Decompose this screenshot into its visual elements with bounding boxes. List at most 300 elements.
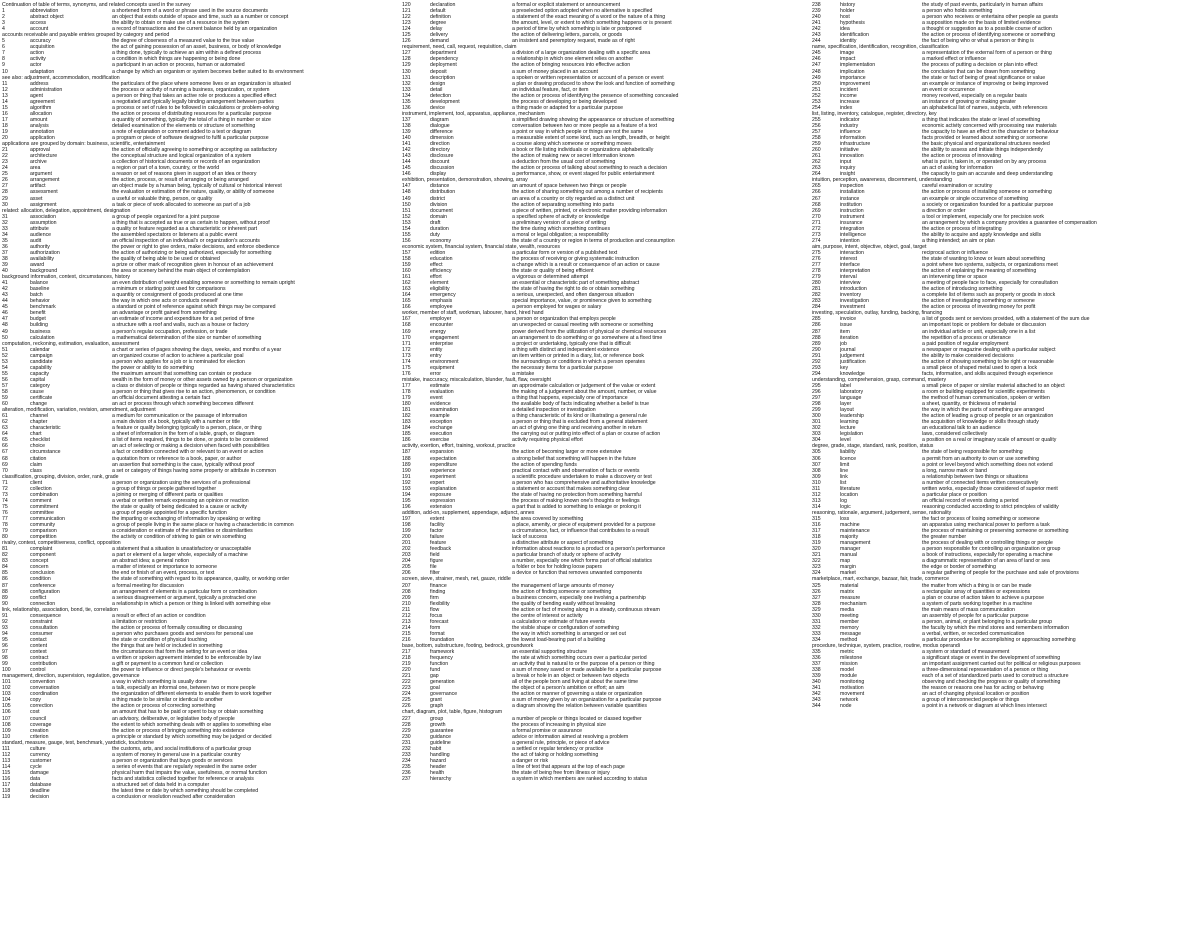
entry-term: comment (30, 497, 52, 504)
entry-description: a marked effect or influence (922, 56, 986, 63)
entry-term: currency (30, 751, 50, 758)
entry-term: discussion (430, 165, 455, 172)
entry-term: fund (430, 667, 441, 674)
entry-number: 274 (812, 237, 821, 244)
entry-number: 201 (402, 540, 411, 547)
entry-number: 206 (402, 570, 411, 577)
entry-description: a relationship between two things or situations (922, 473, 1029, 480)
entry-description: standard, measure, gauge, test, benchmark, yardstick, touchstone (2, 739, 154, 746)
entry-term: detection (430, 92, 452, 99)
entry-number: 107 (2, 715, 11, 722)
entry-term: contract (30, 655, 49, 662)
entry-number: 98 (2, 655, 8, 662)
entry-term: customer (30, 757, 52, 764)
entry-number: 3 (2, 20, 5, 27)
entry-number: 95 (2, 636, 8, 643)
entry-description: a group of interconnected people or things (922, 697, 1020, 704)
entry-description: the action of leading a group of people or an organization (922, 413, 1054, 420)
entry-description: a course along which someone or something moves (512, 141, 632, 148)
entry-number: 114 (2, 763, 11, 770)
entry-term: industry (840, 122, 859, 129)
entry-term: holder (840, 8, 855, 15)
entry-number: 113 (2, 757, 11, 764)
entry-number: 214 (402, 624, 411, 631)
entry-description: a calculation or estimate of future events (512, 618, 606, 625)
entry-number: 116 (2, 776, 11, 782)
entry-description: an amount that has to be paid or spent to buy or obtain something (112, 709, 264, 716)
entry-description: economic system, financial system, financial state, wealth, resources (402, 243, 560, 250)
entry-number: 308 (812, 467, 821, 474)
entry-number: 152 (402, 213, 411, 220)
entry-number: 184 (402, 425, 411, 432)
entry-description: a performance, show, or event staged for public entertainment (512, 171, 655, 178)
entry-description: marketplace, mart, exchange, bazaar, fair, trade, commerce (812, 576, 949, 583)
entry-term: grant (430, 697, 442, 704)
entry-term: limit (840, 461, 850, 468)
entry-number: 273 (812, 231, 821, 238)
column-right (812, 2, 1198, 924)
entry-term: image (840, 50, 855, 57)
entry-number: 183 (402, 419, 411, 426)
entry-description: background information, context, circumstances, history (2, 274, 131, 281)
entry-term: integration (840, 225, 865, 232)
entry-description: the action of becoming larger or more extensive (512, 449, 622, 456)
entry-term: installation (840, 189, 865, 196)
entry-description: the action, process, or result of arranging or being arranged (112, 177, 249, 184)
index-entry (402, 776, 800, 782)
entry-number: 240 (812, 14, 821, 21)
entry-number: 255 (812, 116, 821, 123)
entry-description: exhibition, presentation, demonstration, showing, array (402, 177, 528, 184)
entry-number: 260 (812, 147, 821, 154)
entry-description: worker, member of staff, workman, labourer, hand, hired hand (402, 310, 544, 317)
entry-term: list (840, 479, 847, 486)
index-entry (2, 794, 390, 800)
entry-number: 286 (812, 322, 821, 329)
entry-term: filter (430, 570, 440, 577)
entry-description: a vigorous or determined attempt (512, 274, 589, 281)
entry-description: the action or process of distributing resources for a particular purpose (112, 110, 272, 117)
entry-term: health (430, 769, 445, 776)
entry-term: error (430, 370, 441, 377)
entry-number: 309 (812, 473, 821, 480)
entry-number: 235 (402, 763, 411, 770)
entry-number: 150 (402, 201, 411, 208)
entry-description: a list of goods sent or services provided, with a statement of the sum due (922, 316, 1090, 323)
entry-number: 291 (812, 352, 821, 359)
entry-description: a reason or set of reasons given in support of an idea or theory (112, 171, 257, 178)
entry-term: efficiency (430, 268, 452, 275)
entry-number: 204 (402, 558, 411, 565)
entry-term: machine (840, 522, 860, 529)
entry-term: analysis (30, 122, 49, 129)
entry-number: 246 (812, 56, 821, 63)
entry-description: activity requiring physical effort (512, 437, 583, 444)
entry-number: 289 (812, 340, 821, 347)
entry-number: 248 (812, 68, 821, 75)
entry-description: an important assignment carried out for political or religious purposes (922, 661, 1081, 668)
entry-number: 329 (812, 606, 821, 613)
entry-term: invoice (840, 316, 857, 323)
entry-number: 33 (2, 225, 8, 232)
entry-number: 124 (402, 26, 411, 33)
entry-number: 200 (402, 534, 411, 541)
entry-term: innovation (840, 153, 864, 160)
entry-number: 138 (402, 122, 411, 129)
entry-number: 20 (2, 135, 8, 142)
entry-term: hypothesis (840, 20, 865, 27)
entry-description: a point in a network or diagram at which lines intersect (922, 703, 1047, 710)
entry-description: a quotation from or reference to a book, paper, or author (112, 455, 242, 462)
entry-description: the process or activity of running a business, organization, or system (112, 86, 270, 93)
entry-number: 233 (402, 751, 411, 758)
entry-description: the repetition of a process or utterance (922, 334, 1011, 341)
entry-term: demand (430, 38, 449, 45)
entry-description: a process or set of rules to be followed in calculations or problem-solving (112, 104, 279, 111)
entry-description: the ability to assess and initiate things independently (922, 147, 1043, 154)
entry-term: detail (430, 86, 443, 93)
entry-term: extension (430, 503, 453, 510)
entry-term: majority (840, 534, 859, 541)
entry-number: 51 (2, 346, 8, 353)
entry-number: 32 (2, 219, 8, 226)
entry-number: 144 (402, 159, 411, 166)
entry-number: 111 (2, 745, 10, 752)
entry-description: the process of dealing with or controlling things or people (922, 540, 1053, 547)
entry-term: entry (430, 352, 442, 359)
entry-description: the capacity to gain an accurate and deep understanding (922, 171, 1053, 178)
entry-number: 338 (812, 667, 821, 674)
entry-number: 88 (2, 588, 8, 595)
entry-term: complaint (30, 546, 53, 553)
entry-term: module (840, 673, 858, 680)
entry-number: 39 (2, 262, 8, 269)
entry-number: 41 (2, 280, 8, 287)
entry-number: 46 (2, 310, 8, 317)
entry-term: format (430, 630, 445, 637)
entry-description: an estimate of income and expenditure for a set period of time (112, 316, 255, 323)
entry-term: annotation (30, 128, 55, 135)
entry-description: an essential supporting structure (512, 649, 587, 656)
entry-number: 148 (402, 189, 411, 196)
entry-number: 18 (2, 122, 8, 129)
entry-number: 118 (2, 788, 11, 795)
entry-description: a talk, especially an informal one, between two or more people (112, 685, 256, 692)
entry-description: the basic physical and organizational structures needed (922, 141, 1050, 148)
entry-description: an act of selecting or making a decision when faced with possibilities (112, 443, 270, 450)
entry-number: 161 (402, 274, 411, 281)
entry-term: audit (30, 237, 42, 244)
entry-description: the action or manner of governing a state or organization (512, 691, 643, 698)
entry-term: checklist (30, 437, 50, 444)
entry-term: competition (30, 534, 57, 541)
entry-description: an unexpected or casual meeting with someone or something (512, 322, 654, 329)
entry-term: chapter (30, 419, 48, 426)
entry-term: governance (430, 691, 458, 698)
entry-number: 342 (812, 691, 821, 698)
entry-number: 224 (402, 691, 411, 698)
entry-term: document (430, 207, 453, 214)
entry-term: cost (30, 709, 40, 716)
entry-number: 262 (812, 159, 821, 166)
entry-number: 242 (812, 26, 821, 33)
entry-description: a list of items required, things to be done, or points to be considered (112, 437, 269, 444)
entry-description: a book or file listing individuals or organizations alphabetically (512, 147, 654, 154)
entry-description: a minimum or starting point used for comparisons (112, 286, 226, 293)
entry-term: gap (430, 673, 439, 680)
entry-description: an important topic or problem for debate or discussion (922, 322, 1046, 329)
entry-term: cycle (30, 763, 42, 770)
entry-term: frequency (430, 655, 453, 662)
entry-number: 84 (2, 564, 8, 571)
entry-number: 70 (2, 467, 8, 474)
entry-description: a group of people living in the same place or having a characteristic in common (112, 522, 294, 529)
entry-number: 198 (402, 522, 411, 529)
entry-description: a quantity or consignment of goods produced at one time (112, 292, 243, 299)
entry-number: 257 (812, 128, 821, 135)
entry-number: 316 (812, 522, 821, 529)
entry-term: damage (30, 769, 49, 776)
entry-number: 54 (2, 364, 8, 371)
entry-description: an individual article or unit, especially one in a list (922, 328, 1036, 335)
entry-number: 234 (402, 757, 411, 764)
entry-number: 212 (402, 612, 411, 619)
entry-term: learning (840, 419, 859, 426)
entry-term: margin (840, 564, 856, 571)
entry-number: 80 (2, 534, 8, 541)
entry-description: the lowest load-bearing part of a building (512, 636, 606, 643)
entry-number: 186 (402, 437, 411, 444)
entry-description: the action or fact of moving along in a steady, continuous stream (512, 606, 660, 613)
entry-number: 24 (2, 165, 8, 172)
entry-number: 252 (812, 92, 821, 99)
entry-number: 82 (2, 552, 8, 559)
entry-term: interview (840, 280, 861, 287)
entry-description: an arrangement of elements in a particular form or combination (112, 588, 257, 595)
entry-description: physical harm that impairs the value, usefulness, or normal function (112, 769, 267, 776)
entry-number: 40 (2, 268, 8, 275)
entry-description: list, listing, inventory, catalogue, register, directory, key (812, 110, 937, 117)
entry-number: 236 (402, 769, 411, 776)
entry-description: a period of time by which something is late or postponed (512, 26, 642, 33)
entry-description: a number of people or things located or classed together (512, 715, 642, 722)
entry-number: 105 (2, 703, 11, 710)
entry-description: procedure, technique, system, practice, routine, modus operandi (812, 642, 960, 649)
entry-description: a thing made to be similar or identical to another (112, 697, 223, 704)
entry-description: observing and checking the progress or quality of something (922, 679, 1061, 686)
entry-description: a detailed inspection or investigation (512, 407, 596, 414)
entry-term: event (430, 395, 443, 402)
entry-description: a book of instructions, especially for operating a machine (922, 552, 1053, 559)
entry-number: 145 (402, 165, 411, 172)
entry-term: node (840, 703, 852, 710)
entry-description: a measurable extent of some kind, such as length, breadth, or height (512, 135, 670, 142)
entry-term: improvement (840, 80, 870, 87)
entry-description: management, direction, supervision, regulation, governance (2, 673, 140, 680)
entry-term: member (840, 618, 860, 625)
entry-term: duration (430, 225, 449, 232)
entry-description: conversation between two or more people as a feature of a text (512, 122, 658, 129)
entry-term: consultation (30, 624, 58, 631)
entry-term: discount (430, 159, 450, 166)
entry-description: a plan or course of action taken to achieve a purpose (922, 594, 1044, 601)
entry-number: 77 (2, 515, 8, 522)
entry-number: 218 (402, 655, 411, 662)
entry-description: the state or quality of being dedicated to a cause or activity (112, 503, 247, 510)
entry-description: a region or part of a town, country, or the world (112, 165, 220, 172)
entry-term: key (840, 364, 849, 371)
entry-term: cause (30, 389, 44, 395)
entry-term: directory (430, 147, 450, 154)
entry-number: 115 (2, 769, 11, 776)
entry-number: 298 (812, 401, 821, 408)
entry-term: inspection (840, 183, 864, 190)
entry-number: 187 (402, 449, 411, 456)
entry-term: manual (840, 552, 858, 559)
entry-description: the action of finding someone or something (512, 588, 612, 595)
entry-term: function (430, 661, 449, 668)
entry-number: 72 (2, 485, 8, 492)
entry-description: the way in which one acts or conducts oneself (112, 298, 218, 305)
entry-description: an act or process through which something becomes different (112, 401, 254, 408)
entry-term: interest (840, 255, 858, 262)
entry-term: concept (30, 558, 49, 565)
entry-description: a plan or drawing produced to show the look and function of something (512, 80, 675, 87)
entry-description: the process of maintaining or preserving someone or something (922, 528, 1069, 535)
entry-number: 211 (402, 606, 411, 613)
entry-description: activity, exertion, effort, training, workout, practice (402, 443, 516, 450)
entry-term: liability (840, 449, 856, 456)
entry-number: 312 (812, 491, 821, 498)
entry-term: argument (30, 171, 52, 178)
entry-number: 220 (402, 667, 411, 674)
entry-term: guarantee (430, 727, 454, 734)
entry-number: 269 (812, 207, 821, 214)
entry-number: 48 (2, 322, 8, 329)
entry-description: a program or piece of software designed to fulfil a particular purpose (112, 135, 269, 142)
entry-term: characteristic (30, 425, 61, 432)
entry-term: dependency (430, 56, 459, 63)
entry-number: 83 (2, 558, 8, 565)
entry-description: the state or condition of physical touching (112, 636, 208, 643)
entry-term: input (840, 159, 852, 166)
entry-term: expenditure (430, 461, 458, 468)
entry-description: a person or organization that buys goods or services (112, 757, 233, 764)
entry-number: 175 (402, 364, 411, 371)
entry-number: 238 (812, 2, 821, 8)
entry-description: a statement that a situation is unsatisfactory or unacceptable (112, 546, 252, 553)
entry-term: component (30, 552, 56, 559)
entry-description: an individual feature, fact, or item (512, 86, 589, 93)
entry-description: the state or fact of being of great significance or value (922, 74, 1046, 81)
entry-number: 185 (402, 431, 411, 438)
entry-number: 134 (402, 92, 411, 99)
entry-number: 16 (2, 110, 8, 117)
entry-description: reasoning, rationale, argument, judgement, sense, rationality (812, 509, 952, 516)
entry-term: extent (430, 515, 445, 522)
entry-description: a number of connected items written consecutively (922, 479, 1039, 486)
entry-term: layout (840, 407, 854, 414)
entry-term: goal (430, 685, 440, 692)
entry-description: classification, grouping, division, order, rank, grade (2, 473, 119, 480)
entry-term: authority (30, 243, 50, 250)
entry-number: 299 (812, 407, 821, 414)
entry-description: a thing made or adapted for a particular purpose (512, 104, 624, 111)
entry-term: logic (840, 503, 851, 510)
entry-number: 112 (2, 751, 11, 758)
entry-description: the action of separating something into parts (512, 201, 615, 208)
entry-description: economic activity concerned with processing raw materials (922, 122, 1057, 129)
entry-term: equipment (430, 364, 455, 371)
entry-description: the conceptual structure and logical organization of a system (112, 153, 252, 160)
entry-term: choice (30, 443, 45, 450)
entry-number: 304 (812, 437, 821, 444)
entry-description: an official record of events during a period (922, 497, 1019, 504)
entry-term: division (430, 201, 448, 208)
entry-number: 180 (402, 401, 411, 408)
entry-number: 268 (812, 201, 821, 208)
entry-description: an act of changing physical location or position (922, 691, 1030, 698)
entry-term: evidence (430, 401, 451, 408)
entry-number: 323 (812, 564, 821, 571)
entry-term: motivation (840, 685, 864, 692)
entry-number: 100 (2, 667, 11, 674)
entry-term: concern (30, 564, 49, 571)
entry-description: the management of large amounts of money (512, 582, 614, 589)
entry-description: rivalry, contest, competitiveness, conflict, opposition (2, 540, 121, 547)
entry-description: reciprocal action or influence (922, 249, 989, 256)
entry-term: capital (30, 376, 45, 383)
entry-term: calculation (30, 334, 55, 341)
entry-term: material (840, 582, 859, 589)
entry-description: the main means of mass communication (922, 606, 1015, 613)
entry-number: 22 (2, 153, 8, 160)
entry-term: forecast (430, 618, 449, 625)
entry-term: interaction (840, 249, 864, 256)
entry-term: delivery (430, 32, 448, 39)
entry-description: mistake, inaccuracy, miscalculation, blunder, fault, flaw, oversight (402, 376, 551, 383)
entry-description: an object that exists outside of space and time, such as a number or concept (112, 14, 289, 21)
entry-description: a division of a large organization dealing with a specific area (512, 50, 651, 57)
entry-number: 263 (812, 165, 821, 172)
entry-description: the evaluation or estimation of the nature, quality, or ability of someone (112, 189, 275, 196)
entry-description: an amount of space between two things or people (512, 183, 627, 190)
entry-description: a society or organization founded for a particular purpose (922, 201, 1054, 208)
entry-number: 267 (812, 195, 821, 202)
entry-description: a person, animal, or plant belonging to a particular group (922, 618, 1053, 625)
entry-description: the things that are held or included in something (112, 642, 223, 649)
entry-number: 319 (812, 540, 821, 547)
entry-description: the action or process of investing money for profit (922, 304, 1036, 311)
entry-description: the action or process of integrating (922, 225, 1002, 232)
entry-term: emphasis (430, 298, 453, 305)
entry-term: award (30, 262, 45, 269)
entry-description: a structure with a roof and walls, such as a house or factory (112, 322, 249, 329)
entry-term: batch (30, 292, 43, 299)
entry-description: an educational talk to an audience (922, 425, 1001, 432)
entry-term: duty (430, 231, 440, 238)
entry-term: idea (840, 26, 850, 33)
entry-description: an example or single occurrence of something (922, 195, 1029, 202)
entry-term: design (430, 80, 446, 87)
entry-description: a group of people appointed for a specific function (112, 509, 227, 516)
entry-description: an abstract idea; a general notion (112, 558, 190, 565)
entry-description: a participant in an action or process, human or automated (112, 62, 245, 69)
entry-term: influence (840, 128, 861, 135)
entry-number: 208 (402, 588, 411, 595)
entry-number: 121 (402, 8, 411, 15)
entry-term: impact (840, 56, 856, 63)
